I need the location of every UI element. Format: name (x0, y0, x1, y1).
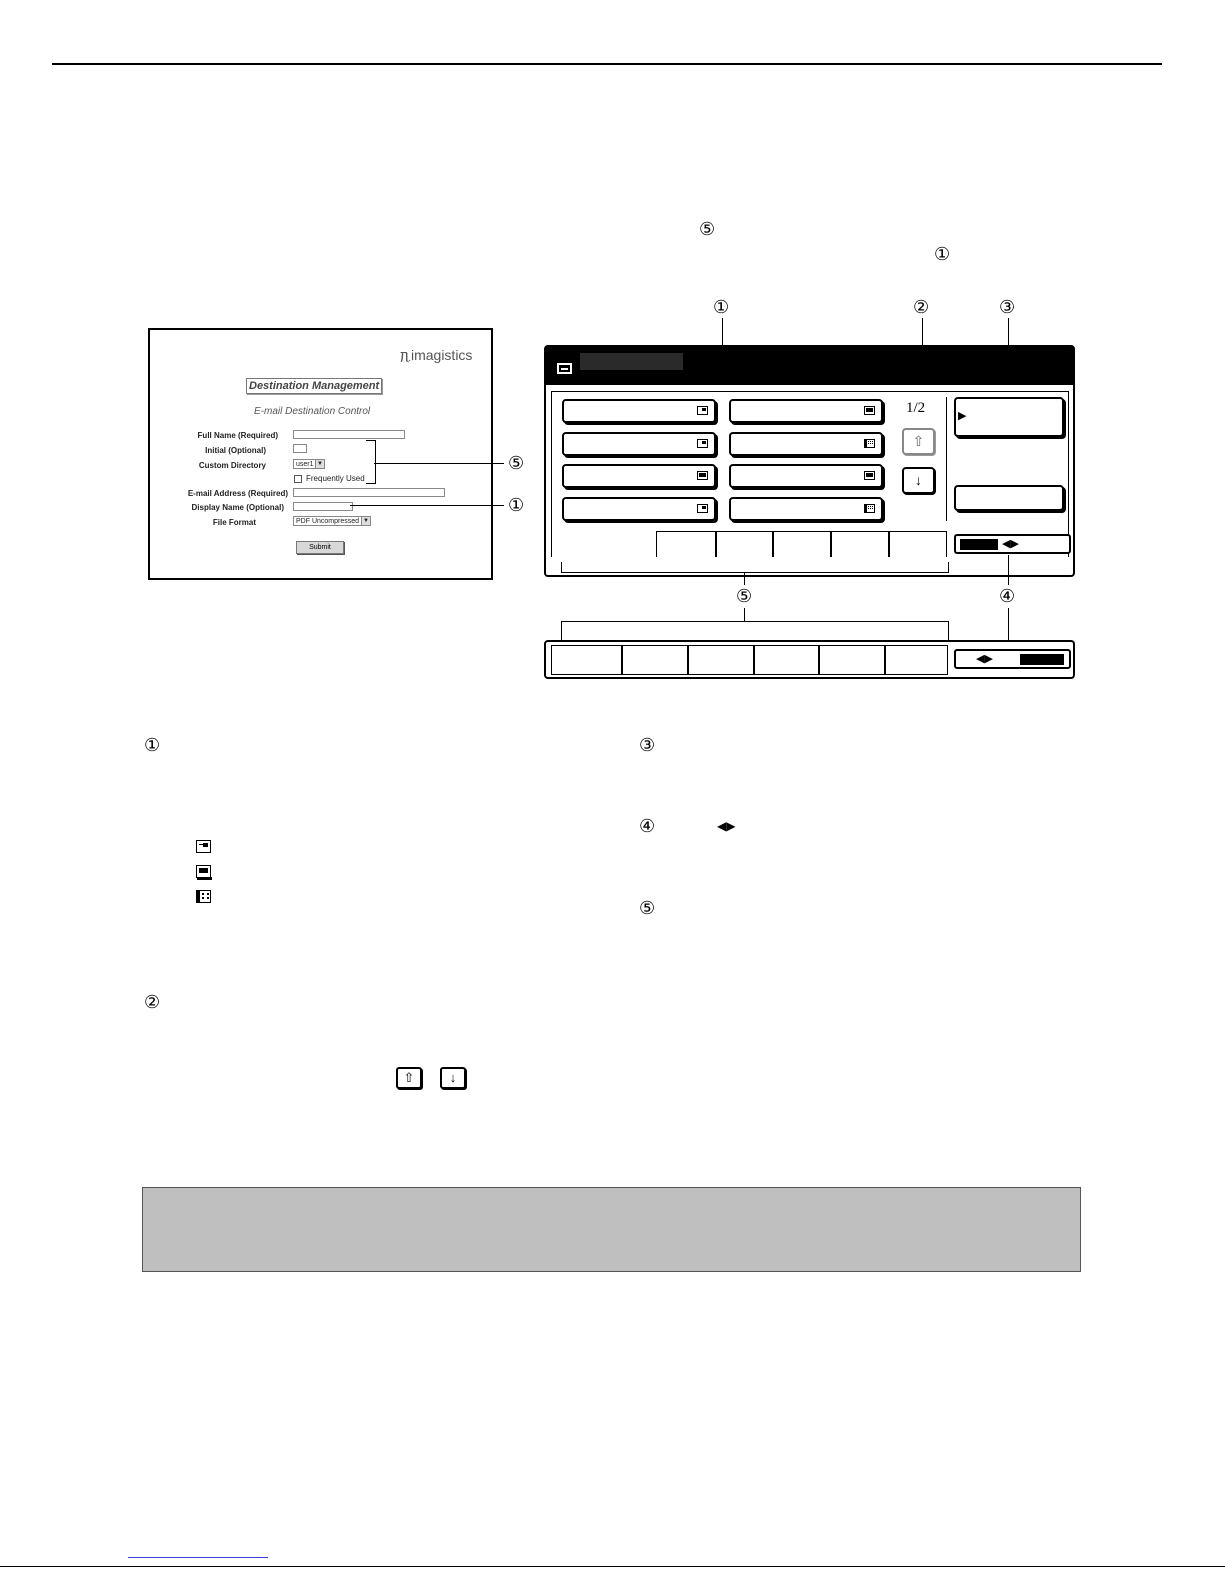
one-touch-key[interactable] (562, 399, 716, 423)
scroll-down-button-small: ↓ (440, 1067, 466, 1089)
one-touch-key[interactable] (562, 497, 716, 521)
fax-icon (864, 439, 875, 448)
email-icon (697, 504, 708, 513)
callout-line-4-bottom (1008, 608, 1009, 642)
index-tab[interactable] (831, 531, 889, 557)
form-title: Destination Management (246, 378, 382, 394)
one-touch-key[interactable] (729, 399, 883, 423)
footer-link-underline[interactable] (128, 1557, 268, 1558)
index-toggle-key[interactable] (954, 649, 1071, 669)
desc-callout-2: ② (144, 992, 161, 1013)
custom-directory-select[interactable] (293, 459, 325, 469)
one-touch-key[interactable] (729, 432, 883, 456)
index-tab[interactable] (754, 645, 819, 675)
top-rule (52, 63, 1162, 65)
submit-button[interactable]: Submit (296, 541, 344, 554)
ftp-icon (864, 471, 875, 480)
fax-icon (196, 890, 211, 903)
initial-input[interactable] (293, 444, 307, 453)
toggle-arrows-icon: ◀▶ (976, 653, 993, 665)
callout-4: ④ (999, 586, 1016, 607)
touch-panel-alt-index (544, 640, 1075, 679)
email-icon (697, 439, 708, 448)
custom-directory-label: Custom Directory (198, 461, 266, 470)
address-review-key[interactable] (954, 397, 1064, 437)
callout-5-inline: ⑤ (699, 219, 716, 240)
bracket-tabs-top (561, 562, 949, 573)
imagistics-logo (400, 344, 472, 365)
callout-3-panel: ③ (999, 297, 1016, 318)
page-indicator: 1/2 (906, 400, 926, 416)
scroll-down-button[interactable]: ↓ (902, 467, 935, 494)
index-tab[interactable] (688, 645, 754, 675)
bracket-5 (366, 440, 376, 484)
frequently-used-checkbox[interactable] (294, 474, 365, 483)
callout-line-5-tabs (744, 573, 745, 585)
one-touch-key[interactable] (562, 464, 716, 488)
chevron-down-icon: ▼ (361, 517, 370, 525)
toggle-active-block (960, 539, 998, 550)
toggle-active-block (1020, 654, 1064, 665)
desc-callout-3: ③ (639, 735, 656, 756)
global-address-search-key[interactable] (954, 485, 1064, 511)
desc-callout-1: ① (144, 735, 161, 756)
chevron-down-icon: ▼ (315, 460, 324, 468)
file-format-label: File Format (212, 518, 256, 527)
note-box (142, 1187, 1081, 1272)
fax-icon (864, 504, 875, 513)
index-tab[interactable] (773, 531, 831, 557)
person-logo-icon: ᥰ (400, 346, 411, 366)
email-icon (196, 840, 211, 853)
callout-line-5-tabs-low (744, 608, 745, 621)
triangle-right-icon: ▶ (958, 410, 967, 422)
one-touch-key[interactable] (729, 497, 883, 521)
email-icon (697, 406, 708, 415)
form-subtitle: E-mail Destination Control (254, 406, 371, 417)
logo-text: imagistics (410, 347, 473, 363)
initial-label: Initial (Optional) (205, 446, 266, 455)
scroll-up-button-small: ⇧ (396, 1067, 422, 1089)
touch-panel (544, 345, 1075, 577)
callout-5-tabs: ⑤ (736, 586, 753, 607)
email-address-input[interactable] (293, 488, 445, 497)
address-book-icon (557, 363, 572, 374)
ftp-icon (697, 471, 708, 480)
index-tab[interactable] (622, 645, 688, 675)
bottom-rule (0, 1566, 1225, 1567)
panel-header (546, 347, 1073, 385)
desc-callout-5: ⑤ (639, 898, 656, 919)
display-name-input[interactable] (293, 502, 353, 511)
index-tab[interactable] (656, 531, 716, 557)
index-tab[interactable] (889, 531, 947, 557)
full-name-label: Full Name (Required) (197, 431, 278, 440)
display-name-label: Display Name (Optional) (191, 503, 284, 512)
callout-5-form: ⑤ (508, 453, 525, 474)
ftp-icon (864, 406, 875, 415)
ftp-icon (196, 865, 211, 878)
callout-line-1 (350, 505, 504, 506)
toggle-arrows-icon: ◀▶ (1002, 538, 1019, 550)
callout-line-5 (374, 463, 504, 464)
index-toggle-key[interactable] (954, 534, 1071, 554)
checkbox-box[interactable] (294, 475, 302, 483)
callout-1-form: ① (508, 495, 525, 516)
panel-divider (946, 397, 947, 521)
web-form-screenshot (148, 328, 493, 580)
panel-title-bar (580, 353, 683, 370)
callout-2-panel: ② (913, 297, 930, 318)
desc-callout-4: ④ (639, 816, 656, 837)
full-name-input[interactable] (293, 430, 405, 439)
one-touch-key[interactable] (729, 464, 883, 488)
toggle-arrows-icon: ◀▶ (717, 819, 736, 833)
one-touch-key[interactable] (562, 432, 716, 456)
index-tab[interactable] (716, 531, 773, 557)
callout-1-inline: ① (934, 244, 951, 265)
scroll-up-button[interactable]: ⇧ (902, 428, 935, 455)
index-tab[interactable] (551, 645, 622, 675)
custom-directory-value: user1 (296, 461, 314, 468)
index-tab[interactable] (819, 645, 885, 675)
index-tab[interactable] (885, 645, 948, 675)
callout-1-panel: ① (713, 297, 730, 318)
frequently-used-label: Frequently Used (306, 474, 365, 483)
file-format-value: PDF Uncompressed (296, 518, 360, 525)
file-format-select[interactable] (293, 516, 371, 526)
callout-line-4-top (1008, 555, 1009, 585)
email-address-label: E-mail Address (Required) (187, 489, 288, 498)
